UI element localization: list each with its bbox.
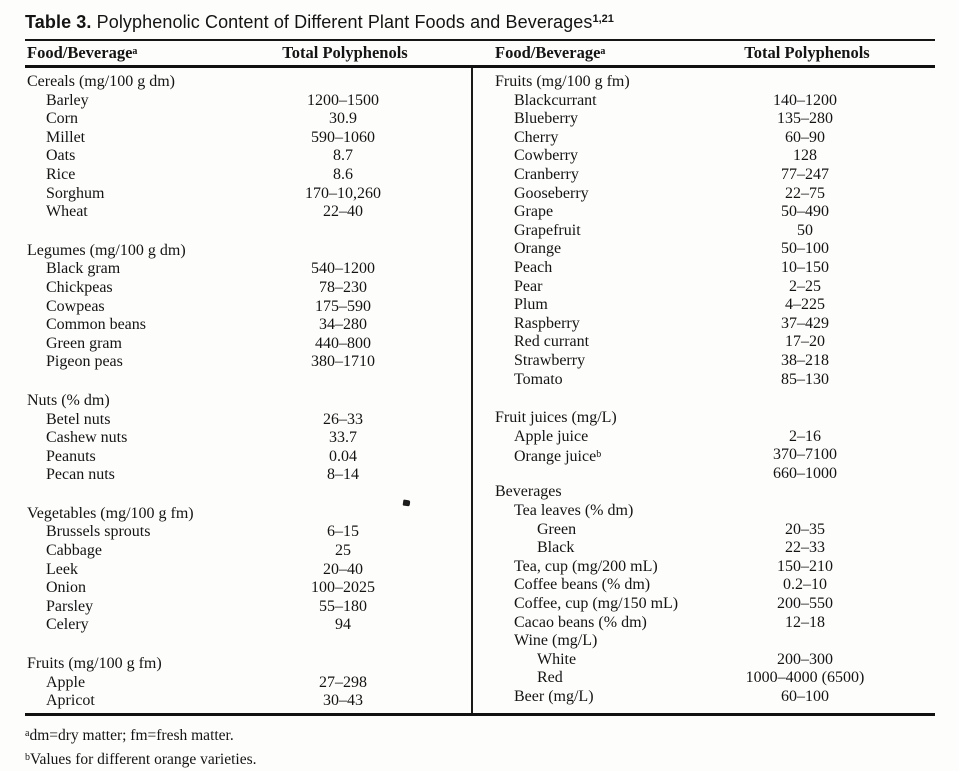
table-row (473, 278, 900, 297)
polyphenol-value: 38–218 (781, 351, 829, 369)
polyphenol-value: 94 (335, 616, 351, 634)
polyphenol-value: 85–130 (781, 370, 829, 388)
table-row (25, 392, 438, 411)
polyphenol-value: 30.9 (329, 110, 357, 128)
food-label: Common beans (46, 316, 146, 334)
table-footnotes (25, 723, 935, 771)
polyphenol-value: 20–40 (323, 560, 363, 578)
food-label: Coffee beans (% dm) (514, 576, 651, 594)
footnote-a (25, 723, 935, 747)
food-beverage-header-text: Food/Beverage (495, 43, 601, 62)
polyphenol-value: 590–1060 (311, 128, 375, 146)
polyphenol-value (248, 392, 438, 411)
table-row (473, 222, 900, 241)
title-reference-superscript: 1,21 (592, 13, 614, 25)
polyphenol-value: 50 (797, 221, 813, 239)
polyphenol-value: 34–280 (319, 316, 367, 334)
polyphenol-value: 175–590 (315, 297, 371, 315)
food-label: Betel nuts (46, 410, 111, 428)
food-label: Grapefruit (514, 221, 581, 239)
food-label: Nuts (% dm) (27, 391, 110, 409)
polyphenol-value: 20–35 (785, 520, 825, 538)
polyphenol-value: 55–180 (319, 597, 367, 615)
table-row (473, 483, 900, 502)
food-label: Beer (mg/L) (514, 688, 594, 705)
table-title (25, 8, 935, 41)
table-row (25, 73, 438, 92)
polyphenol-value: 8–14 (327, 466, 359, 484)
table-row (25, 242, 438, 261)
table-header-row (25, 41, 935, 68)
polyphenol-value: 2–25 (789, 277, 821, 295)
table-row (25, 260, 438, 279)
polyphenol-value: 17–20 (785, 333, 825, 351)
polyphenol-value: 12–18 (785, 613, 825, 631)
food-label: Cereals (mg/100 g dm) (27, 73, 175, 90)
table-row (473, 409, 900, 428)
table-row (25, 448, 438, 467)
polyphenol-value: 1000–4000 (6500) (745, 669, 865, 687)
footnote-b-marker: b (25, 752, 30, 763)
food-label: Cherry (514, 128, 559, 146)
food-label: Grape (514, 203, 554, 221)
food-label: Apricot (46, 692, 95, 710)
food-label: Brussels sprouts (46, 523, 151, 541)
polyphenol-value (248, 655, 438, 674)
food-beverage-header-right (473, 43, 712, 63)
table-row (25, 616, 438, 635)
polyphenol-value: 660–1000 (773, 464, 837, 482)
food-label: Tea, cup (mg/200 mL) (514, 557, 658, 575)
food-label: Red (537, 669, 563, 687)
table-row (473, 669, 900, 688)
food-beverage-header-left (25, 43, 250, 63)
polyphenol-value: 22–75 (785, 184, 825, 202)
food-label: Blackcurrant (514, 91, 597, 109)
food-label: Celery (46, 616, 89, 634)
table-row (25, 147, 438, 166)
polyphenol-value: 50–490 (781, 203, 829, 221)
polyphenol-value: 440–800 (315, 334, 371, 352)
food-label: Black gram (46, 260, 121, 278)
polyphenol-value: 200–550 (777, 595, 833, 613)
polyphenol-value: 78–230 (319, 278, 367, 296)
table-row (25, 353, 438, 372)
table-row (473, 129, 900, 148)
food-label: Oats (46, 147, 76, 165)
polyphenol-value: 27–298 (319, 673, 367, 691)
food-label: Cacao beans (% dm) (514, 613, 647, 631)
polyphenol-value: 150–210 (777, 557, 833, 575)
food-label: Peach (514, 258, 553, 276)
table-row (25, 298, 438, 317)
table-title-text: Polyphenolic Content of Different Plant Foods and Beverages (91, 12, 593, 32)
polyphenol-value (710, 483, 900, 502)
food-label: Orange juice$^b$ (514, 448, 602, 465)
food-label: Orange (514, 240, 562, 258)
table-row (25, 279, 438, 298)
table-row (473, 259, 900, 278)
footnote-b-text: Values for different orange varieties. (30, 751, 257, 768)
table-row (473, 110, 900, 129)
table-row (473, 147, 900, 166)
food-label: Millet (46, 128, 86, 146)
table-row (473, 521, 900, 540)
polyphenol-value: 8.7 (333, 147, 353, 165)
polyphenol-value: 6–15 (327, 523, 359, 541)
polyphenol-value: 10–150 (781, 258, 829, 276)
table-row (25, 523, 438, 542)
table-row (473, 446, 900, 465)
food-label-superscript: b (596, 449, 602, 461)
table-row (25, 110, 438, 129)
table-row (473, 240, 900, 259)
table-row (473, 614, 900, 633)
table-row (473, 166, 900, 185)
table-row (25, 466, 438, 485)
polyphenol-value: 77–247 (781, 165, 829, 183)
polyphenol-value (248, 73, 438, 92)
table-row (25, 579, 438, 598)
polyphenol-value: 50–100 (781, 240, 829, 258)
polyphenol-value: 100–2025 (311, 579, 375, 597)
food-label: Strawberry (514, 351, 586, 369)
food-label: Coffee, cup (mg/150 mL) (514, 595, 679, 613)
table-row (473, 632, 900, 651)
polyphenol-value (248, 242, 438, 261)
table-row (25, 542, 438, 561)
header-right-half (473, 41, 935, 65)
polyphenol-value: 8.6 (333, 165, 353, 183)
table-right-column (473, 68, 933, 713)
polyphenol-value: 135–280 (777, 110, 833, 128)
table-row (25, 429, 438, 448)
food-label: White (537, 650, 577, 668)
polyphenol-value (710, 73, 900, 92)
food-label: Pecan nuts (46, 466, 115, 484)
table-row (473, 465, 900, 484)
table-row (473, 185, 900, 204)
food-label: Cabbage (46, 542, 102, 560)
polyphenol-value: 22–40 (323, 203, 363, 221)
food-label: Corn (46, 110, 78, 128)
table-row (473, 333, 900, 352)
food-label: Raspberry (514, 314, 580, 332)
table-number: Table 3. (25, 12, 92, 32)
table-row (473, 558, 900, 577)
table-body (25, 68, 935, 716)
table-row (473, 73, 900, 92)
polyphenol-value: 0.04 (329, 447, 357, 465)
table-left-column (25, 68, 473, 713)
polyphenol-value: 370–7100 (773, 446, 837, 464)
food-label (473, 465, 710, 484)
table-row (25, 505, 438, 524)
polyphenol-value: 30–43 (323, 692, 363, 710)
table-row (25, 335, 438, 354)
food-label: Peanuts (46, 447, 96, 465)
polyphenol-value: 33.7 (329, 429, 357, 447)
polyphenol-value: 170–10,260 (305, 184, 381, 202)
food-label: Wheat (46, 203, 88, 221)
food-label: Pear (514, 277, 543, 295)
food-label: Legumes (mg/100 g dm) (27, 241, 186, 259)
food-label: Chickpeas (46, 278, 113, 296)
table-row (473, 539, 900, 558)
food-label: Leek (46, 560, 78, 578)
table-row (473, 688, 900, 707)
polyphenol-value (710, 409, 900, 428)
polyphenol-value (248, 505, 438, 524)
table-row (473, 203, 900, 222)
food-label: Beverages (495, 483, 562, 501)
polyphenol-value: 25 (335, 542, 351, 560)
table-row (25, 92, 438, 111)
table-row (473, 352, 900, 371)
food-label: Onion (46, 579, 86, 597)
food-label: Apple (46, 673, 86, 691)
total-polyphenols-header-right: Total Polyphenols (744, 43, 870, 62)
header-left-half (25, 41, 473, 65)
table-row (25, 655, 438, 674)
food-label: Cashew nuts (46, 429, 128, 447)
polyphenol-value (710, 502, 900, 521)
total-polyphenols-header-left: Total Polyphenols (282, 43, 408, 62)
polyphenol-value: 128 (793, 147, 817, 165)
polyphenol-value: 26–33 (323, 410, 363, 428)
table-row (25, 166, 438, 185)
polyphenol-value: 200–300 (777, 650, 833, 668)
table-row (473, 315, 900, 334)
food-label: Cowpeas (46, 297, 105, 315)
food-label: Cranberry (514, 165, 579, 183)
footnote-a-text: dm=dry matter; fm=fresh matter. (29, 727, 234, 744)
polyphenol-value: 2–16 (789, 427, 821, 445)
polyphenol-value: 1200–1500 (307, 91, 379, 109)
ink-artifact (403, 500, 411, 507)
polyphenol-value: 0.2–10 (783, 576, 827, 594)
table-row (25, 692, 438, 711)
food-label: Fruits (mg/100 g fm) (495, 73, 630, 90)
food-label: Apple juice (514, 427, 589, 445)
food-beverage-header-text: Food/Beverage (27, 43, 133, 62)
table-row (25, 185, 438, 204)
polyphenol-value: 140–1200 (773, 91, 837, 109)
food-label: Fruits (mg/100 g fm) (27, 655, 162, 673)
food-label: Gooseberry (514, 184, 589, 202)
table-row (473, 296, 900, 315)
food-label: Red currant (514, 333, 590, 351)
food-label: Tea leaves (% dm) (514, 502, 634, 520)
footnote-a-marker: a (25, 728, 30, 739)
polyphenol-value: 22–33 (785, 539, 825, 557)
food-label: Tomato (514, 370, 563, 388)
polyphenol-value (710, 632, 900, 651)
table-row (473, 576, 900, 595)
table-row (25, 561, 438, 580)
food-beverage-header-sup: a (600, 46, 606, 57)
food-label: Cowberry (514, 147, 578, 165)
table-row (473, 651, 900, 670)
food-label: Sorghum (46, 184, 105, 202)
polyphenol-value: 380–1710 (311, 353, 375, 371)
food-label: Vegetables (mg/100 g fm) (27, 504, 194, 522)
food-label: Wine (mg/L) (514, 632, 598, 650)
food-label: Blueberry (514, 110, 578, 128)
food-label: Barley (46, 91, 89, 109)
table-row (473, 428, 900, 447)
food-label: Black (537, 539, 575, 557)
table-row (473, 595, 900, 614)
table-row (25, 411, 438, 430)
polyphenol-value: 4–225 (785, 296, 825, 314)
table-row (25, 316, 438, 335)
food-label: Green gram (46, 334, 122, 352)
food-label: Fruit juices (mg/L) (495, 409, 617, 427)
table-row (25, 203, 438, 222)
table-row (25, 129, 438, 148)
table-row (25, 598, 438, 617)
food-label: Rice (46, 165, 76, 183)
table-page (25, 8, 935, 771)
polyphenol-value: 60–100 (781, 688, 829, 705)
food-label: Plum (514, 296, 548, 314)
food-label: Pigeon peas (46, 353, 123, 371)
table-row (473, 371, 900, 390)
food-label: Parsley (46, 597, 94, 615)
food-beverage-header-sup: a (132, 46, 138, 57)
footnote-b (25, 747, 935, 771)
table-row (473, 92, 900, 111)
table-row (25, 674, 438, 693)
polyphenol-value: 37–429 (781, 314, 829, 332)
table-row (473, 502, 900, 521)
polyphenol-value: 60–90 (785, 128, 825, 146)
polyphenol-value: 540–1200 (311, 260, 375, 278)
food-label: Green (537, 520, 577, 538)
